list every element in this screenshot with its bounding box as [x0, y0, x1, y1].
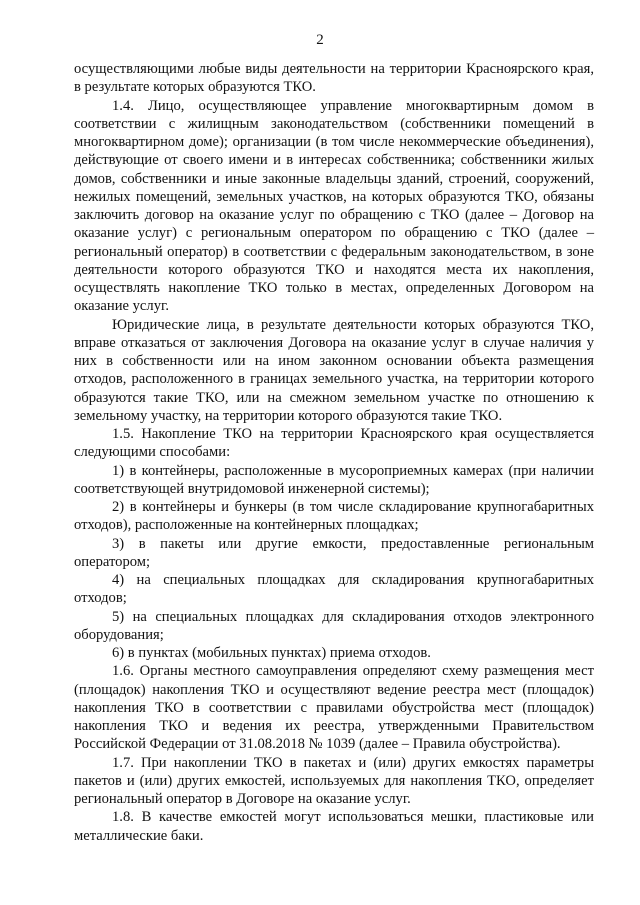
paragraph-legal-entities: Юридические лица, в результате деятельности которых образуются ТКО, вправе отказаться от заключения Договора на оказание услуг в случае наличия у них в собственности или на ином законном основании объекта размещения отходов, расположенного в границах земельного участка, на территории которого образуются такие ТКО, или на смежном земельном участке по отношению к земельному участку, на территории которого образуются такие ТКО.	[74, 316, 594, 424]
document-body	[74, 60, 594, 845]
paragraph-continuation: осуществляющими любые виды деятельности на территории Красноярского края, в результате которых образуются ТКО.	[74, 61, 594, 96]
list-item-6: 6) в пунктах (мобильных пунктах) приема отходов.	[112, 645, 431, 661]
paragraph-1-7: 1.7. При накоплении ТКО в пакетах и (или) других емкостях параметры пакетов и (или) других емкостей, используемых для накопления ТКО, определяет региональный оператор в Договоре на оказание услуг.	[74, 754, 594, 807]
list-item-5: 5) на специальных площадках для складирования отходов электронного оборудования;	[74, 608, 594, 643]
list-item-4: 4) на специальных площадках для складирования крупногабаритных отходов;	[74, 572, 594, 607]
list-item-2: 2) в контейнеры и бункеры (в том числе складирование крупногабаритных отходов), расположенные на контейнерных площадках;	[74, 499, 594, 534]
list-item-3: 3) в пакеты или другие емкости, предоставленные региональным оператором;	[74, 535, 594, 570]
paragraph-1-4: 1.4. Лицо, осуществляющее управление многоквартирным домом в соответствии с жилищным законодательством (собственники помещений в многоквартирном доме); организации (в том числе некоммерческие объединения), действующие от своего имени и в интересах собственника; собственники жилых домов, собственники и иные законные владельцы зданий, строений, сооружений, нежилых помещений, земельных участков, на которых образуются ТКО, обязаны заключить договор на оказание услуг по обращению с ТКО (далее – Договор на оказание услуг) с региональным оператором по обращению с ТКО (далее – региональный оператор) в соответствии с федеральным законодательством, в зоне деятельности которого образуются ТКО и находятся места их накопления, осуществлять накопление ТКО только в местах, определенных Договором на оказание услуг.	[74, 97, 594, 315]
list-item-1: 1) в контейнеры, расположенные в мусороприемных камерах (при наличии соответствующей внутридомовой инженерной системы);	[74, 462, 594, 497]
paragraph-1-5: 1.5. Накопление ТКО на территории Красноярского края осуществляется следующими способами:	[74, 426, 594, 461]
paragraph-1-6: 1.6. Органы местного самоуправления определяют схему размещения мест (площадок) накопления ТКО и осуществляют ведение реестра мест (площадок) накопления ТКО в соответствии с правилами обустройства мест (площадок) накопления ТКО и ведения их реестра, утвержденными Правительством Российской Федерации от 31.08.2018 № 1039 (далее – Правила обустройства).	[74, 663, 594, 753]
paragraph-1-8: 1.8. В качестве емкостей могут использоваться мешки, пластиковые или металлические баки.	[74, 809, 594, 844]
page-number: 2	[316, 32, 324, 48]
